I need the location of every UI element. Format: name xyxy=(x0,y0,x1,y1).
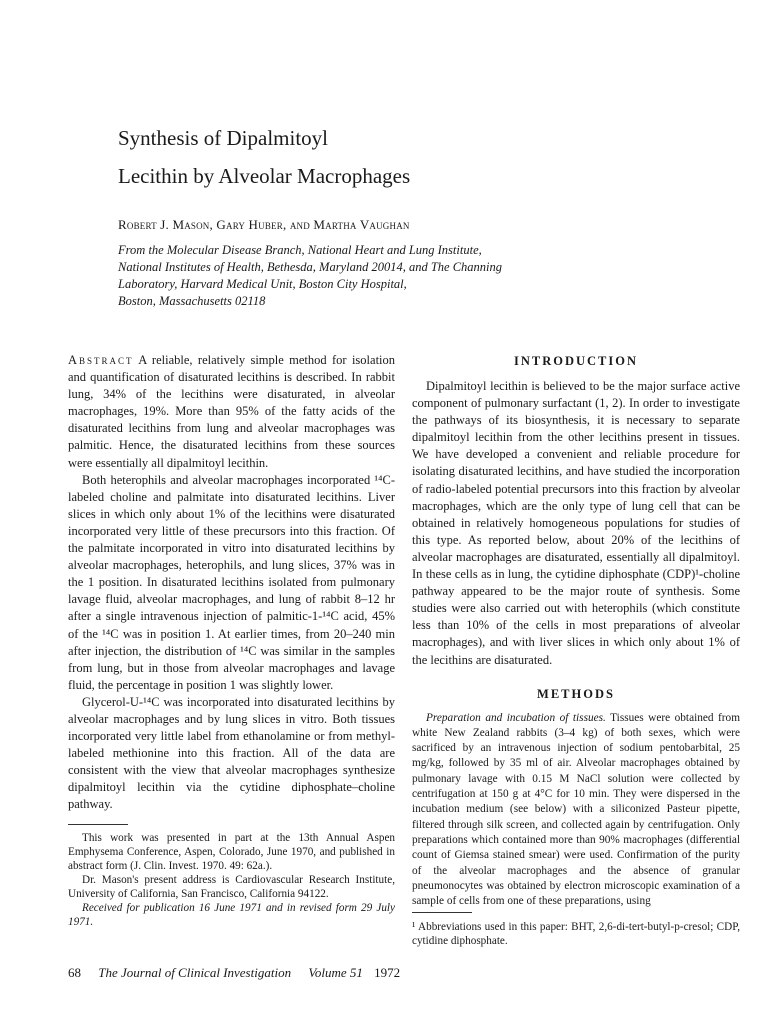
abstract-paragraph-2: Both heterophils and alveolar macrophages incorporated ¹⁴C-labeled choline and palmitate into disaturated lecithins. Liver slices in which only about 1% of the lecithins were disaturated incorporated very little of these precursors into this fraction. Of the palmitate incorporated in vitro into disaturated lecithins by alveolar macrophages, heterophils, and lung slices, 37% was in the 1 position. In disaturated lecithins isolated from pulmonary lavage fluid, alveolar macrophages, and lung of rabbit 8–12 hr after a single intravenous injection of palmitic-1-¹⁴C acid, 45% of the ¹⁴C was in position 1. At earlier times, from 20–240 min after injection, the distribution of ¹⁴C was similar in the samples from lung, but in those from alveolar macrophages and lavage fluid, the percentage in position 1 was slightly lower. xyxy=(68,472,395,692)
page-footer xyxy=(68,965,468,981)
methods-paragraph xyxy=(412,711,740,910)
affiliation-line: National Institutes of Health, Bethesda, Maryland 20014, and The Channing xyxy=(118,260,503,274)
footnote-divider-right xyxy=(412,912,472,913)
affiliation-line: Laboratory, Harvard Medical Unit, Boston City Hospital, xyxy=(118,277,407,291)
page-number: 68 xyxy=(68,965,81,980)
journal-year: 1972 xyxy=(374,965,401,980)
footnote-presentation: This work was presented in part at the 13th Annual Aspen Emphysema Conference, Aspen, Colorado, June 1970, and published in abstract form (J. Clin. Invest. 1970. 49: 62a.). xyxy=(68,831,395,872)
left-column xyxy=(68,352,395,929)
footnotes-left xyxy=(68,831,395,929)
article-title-line-2: Lecithin by Alveolar Macrophages xyxy=(118,164,411,188)
abstract-label: Abstract xyxy=(68,353,134,367)
affiliation-line: From the Molecular Disease Branch, National Heart and Lung Institute, xyxy=(118,243,482,257)
title-block xyxy=(118,128,678,310)
right-column xyxy=(412,352,740,909)
introduction-heading: INTRODUCTION xyxy=(513,354,638,368)
article-title-line-1: Synthesis of Dipalmitoyl xyxy=(118,126,328,150)
methods-text: Tissues were obtained from white New Zealand rabbits (3–4 kg) of both sexes, which were sacrificed by an intravenous injection of sodium pentobarbital, 25 mg/kg, followed by 35 ml of air. Alveolar macrophages obtained by pulmonary lavage with 0.15 M NaCl solution were collected by centrifugation at 150 g at 4°C for 10 min. They were dispersed in the incubation medium (see below) with a siliconized Pasteur pipette, filtered through silk screen, and collected again by centrifugation. Only preparations which contained more than 90% macrophages (differential count of Giemsa stained smear) were used. Confirmation of the purity of the alveolar macrophages and the absence of granular pneumonocytes was obtained by electron microscopic examination of a sample of cells from one of these preparations, using xyxy=(412,711,740,908)
abstract-text-1: A reliable, relatively simple method for isolation and quantification of disaturated lecithins is described. In rabbit lung, 34% of the lecithins were disaturated, in alveolar macrophages, 19%. More than 95% of the fatty acids of the disaturated lecithins from lung and alveolar macrophages was palmitic. Hence, the disaturated lecithins from these sources were essentially all dipalmitoyl lecithin. xyxy=(68,353,396,470)
abstract-paragraph-1 xyxy=(68,352,395,472)
footnote-divider xyxy=(68,824,128,825)
methods-subheading: Preparation and incubation of tissues. xyxy=(426,711,606,724)
methods-heading: METHODS xyxy=(537,686,615,701)
abstract-paragraph-3: Glycerol-U-¹⁴C was incorporated into disaturated lecithins by alveolar macrophages and by lung slices in vitro. Both tissues incorporated very little label from ethanolamine or from methyl-labeled methionine into this fraction. All of the data are consistent with the view that alveolar macrophages synthesize dipalmitoyl lecithin via the cytidine diphosphate–choline pathway. xyxy=(68,694,395,812)
footnote-address: Dr. Mason's present address is Cardiovascular Research Institute, University of California, San Francisco, California 94122. xyxy=(68,873,395,900)
journal-volume: Volume 51 xyxy=(308,965,363,980)
footnote-abbreviations: ¹ Abbreviations used in this paper: BHT, 2,6-di-tert-butyl-p-cresol; CDP, cytidine diphosphate. xyxy=(412,921,740,947)
author-list: Robert J. Mason, Gary Huber, and Martha Vaughan xyxy=(118,217,410,232)
affiliation-line: Boston, Massachusetts 02118 xyxy=(118,294,266,308)
introduction-paragraph: Dipalmitoyl lecithin is believed to be the major surface active component of pulmonary surfactant (1, 2). In order to investigate the pathways of its biosynthesis, it is necessary to separate dipalmitoyl lecithin from the other lecithins present in tissues. We have developed a convenient and reliable procedure for isolating disaturated lecithins, and have studied the incorporation of radio-labeled potential precursors into this fraction by alveolar macrophages, which are the only type of lung cell that can be obtained in relatively homogeneous populations for studies of this type. As reported below, about 20% of the lecithins of alveolar macrophages are disaturated, essentially all dipalmitoyl. In these cells as in lung, the cytidine diphosphate (CDP)¹-choline pathway appeared to be the major route of synthesis. Some studies were also carried out with heterophils (which constitute less than 10% of the cells in most preparations of alveolar macrophages), and with liver slices in which only about 1% of the lecithins are disaturated. xyxy=(412,379,740,667)
footnote-received: Received for publication 16 June 1971 and in revised form 29 July 1971. xyxy=(68,901,395,928)
affiliation xyxy=(118,242,678,310)
journal-name: The Journal of Clinical Investigation xyxy=(98,965,292,980)
